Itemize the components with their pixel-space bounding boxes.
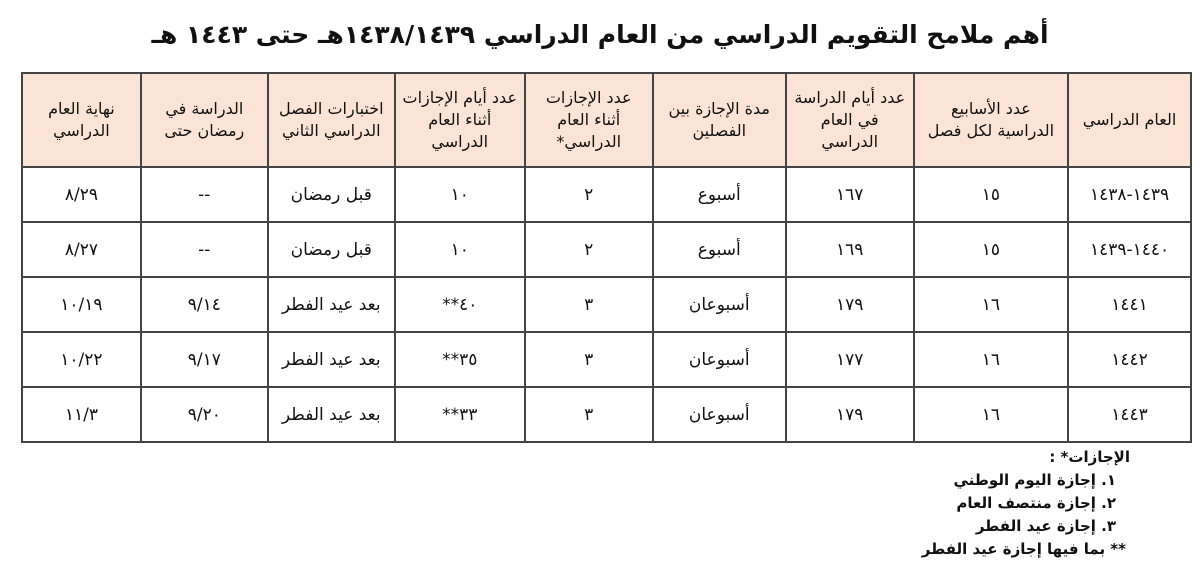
cell-break-between-semesters: أسبوع — [653, 222, 786, 277]
cell-ramadan-study-until: ٩/١٤ — [141, 277, 268, 332]
cell-break-between-semesters: أسبوع — [653, 167, 786, 222]
cell-study-days: ١٧٩ — [786, 277, 914, 332]
header-weeks-per-semester: عدد الأسابيع الدراسية لكل فصل — [914, 73, 1068, 167]
cell-second-semester-exams: قبل رمضان — [268, 167, 395, 222]
cell-holiday-days: ١٠ — [395, 167, 525, 222]
cell-holiday-count: ٢ — [525, 222, 653, 277]
cell-holiday-count: ٢ — [525, 167, 653, 222]
note-double-star: ** بما فيها إجازة عيد الفطر — [921, 540, 1126, 558]
cell-ramadan-study-until: ٩/٢٠ — [141, 387, 268, 442]
table-row — [22, 222, 1191, 277]
header-ramadan-study-until: الدراسة في رمضان حتى — [141, 73, 268, 167]
cell-academic-year: ١٤٤٢ — [1068, 332, 1191, 387]
cell-study-days: ١٦٧ — [786, 167, 914, 222]
cell-ramadan-study-until: -- — [141, 167, 268, 222]
table-row — [22, 277, 1191, 332]
cell-year-end: ١٠/١٩ — [22, 277, 141, 332]
cell-study-days: ١٧٩ — [786, 387, 914, 442]
table-row — [22, 387, 1191, 442]
notes-heading: الإجازات* : — [1049, 448, 1130, 466]
table-header-row — [22, 73, 1191, 167]
holidays-notes — [810, 446, 1130, 561]
note-item-mid-year: ٢. إجازة منتصف العام — [956, 494, 1116, 512]
cell-ramadan-study-until: -- — [141, 222, 268, 277]
cell-weeks-per-semester: ١٦ — [914, 277, 1068, 332]
header-year-end: نهاية العام الدراسي — [22, 73, 141, 167]
cell-second-semester-exams: بعد عيد الفطر — [268, 277, 395, 332]
cell-holiday-days: ١٠ — [395, 222, 525, 277]
cell-weeks-per-semester: ١٦ — [914, 387, 1068, 442]
cell-second-semester-exams: بعد عيد الفطر — [268, 387, 395, 442]
table-row — [22, 332, 1191, 387]
cell-year-end: ١٠/٢٢ — [22, 332, 141, 387]
cell-weeks-per-semester: ١٦ — [914, 332, 1068, 387]
cell-break-between-semesters: أسبوعان — [653, 387, 786, 442]
cell-holiday-count: ٣ — [525, 387, 653, 442]
cell-year-end: ٨/٢٧ — [22, 222, 141, 277]
cell-academic-year: ١٤٤١ — [1068, 277, 1191, 332]
cell-second-semester-exams: قبل رمضان — [268, 222, 395, 277]
header-second-semester-exams: اختبارات الفصل الدراسي الثاني — [268, 73, 395, 167]
table-row — [22, 167, 1191, 222]
cell-holiday-count: ٣ — [525, 332, 653, 387]
note-item-national-day: ١. إجازة اليوم الوطني — [953, 471, 1116, 489]
cell-holiday-count: ٣ — [525, 277, 653, 332]
page-title: أهم ملامح التقويم الدراسي من العام الدراسي ١٤٣٨/١٤٣٩هـ حتى ١٤٤٣ هـ — [151, 20, 1049, 49]
cell-year-end: ١١/٣ — [22, 387, 141, 442]
header-holiday-count: عدد الإجازات أثناء العام الدراسي* — [525, 73, 653, 167]
cell-study-days: ١٦٩ — [786, 222, 914, 277]
cell-holiday-days: ٤٠** — [395, 277, 525, 332]
cell-weeks-per-semester: ١٥ — [914, 167, 1068, 222]
cell-ramadan-study-until: ٩/١٧ — [141, 332, 268, 387]
header-holiday-days: عدد أيام الإجازات أثناء العام الدراسي — [395, 73, 525, 167]
header-study-days: عدد أيام الدراسة في العام الدراسي — [786, 73, 914, 167]
cell-holiday-days: ٣٥** — [395, 332, 525, 387]
cell-weeks-per-semester: ١٥ — [914, 222, 1068, 277]
cell-break-between-semesters: أسبوعان — [653, 332, 786, 387]
cell-second-semester-exams: بعد عيد الفطر — [268, 332, 395, 387]
cell-break-between-semesters: أسبوعان — [653, 277, 786, 332]
cell-academic-year: ١٤٤٣ — [1068, 387, 1191, 442]
header-break-between-semesters: مدة الإجازة بين الفصلين — [653, 73, 786, 167]
academic-calendar-table — [21, 72, 1192, 443]
cell-academic-year: ١٤٤٠-١٤٣٩ — [1068, 222, 1191, 277]
cell-study-days: ١٧٧ — [786, 332, 914, 387]
cell-holiday-days: ٣٣** — [395, 387, 525, 442]
header-academic-year: العام الدراسي — [1068, 73, 1191, 167]
cell-year-end: ٨/٢٩ — [22, 167, 141, 222]
cell-academic-year: ١٤٣٩-١٤٣٨ — [1068, 167, 1191, 222]
note-item-eid-al-fitr: ٣. إجازة عيد الفطر — [975, 517, 1116, 535]
